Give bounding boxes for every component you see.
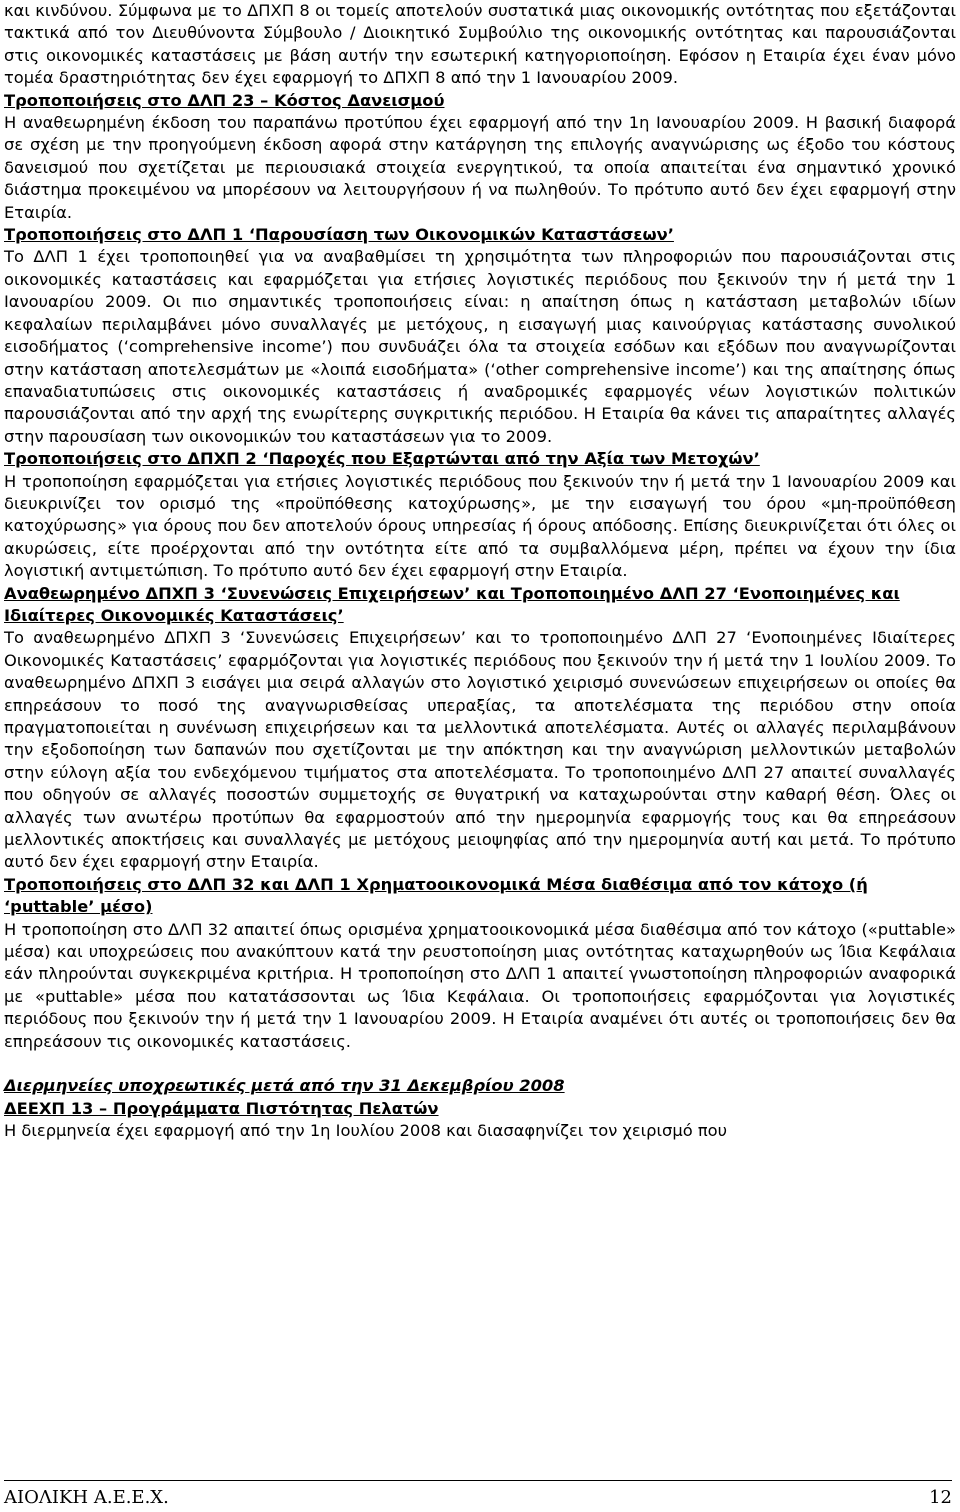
section-heading: Τροποποιήσεις στο ΔΛΠ 32 και ΔΛΠ 1 Χρηματοοικονομικά Μέσα διαθέσιμα από τον κάτοχο (ή ‘puttable’ μέσο) bbox=[4, 874, 868, 917]
spacer bbox=[4, 1053, 956, 1075]
paragraph: Η τροποποίηση στο ΔΛΠ 32 απαιτεί όπως ορισμένα χρηματοοικονομικά μέσα διαθέσιμα από τον κάτοχο («puttable» μέσα) και υποχρεώσεις που ανακύπτουν κατά την ρευστοποίηση μιας οντότητας καταχωρηθούν ως Ίδια Κεφάλαια εάν πληρούνται συγκεκριμένα κριτήρια. Η τροποποίηση στο ΔΛΠ 1 απαιτεί γνωστοποίηση πληροφοριών αναφορικά με «puttable» μέσα που κατατάσσονται ως Ίδια Κεφάλαια. Οι τροποποιήσεις εφαρμόζονται για λογιστικές περιόδους που ξεκινούν την ή μετά την 1 Ιανουαρίου 2009. Η Εταιρία αναμένει ότι αυτές οι τροποποιήσεις δεν θα επηρεάσουν τις οικονομικές καταστάσεις. bbox=[4, 919, 956, 1051]
section-heading: Τροποποιήσεις στο ΔΛΠ 1 ‘Παρουσίαση των Οικονομικών Καταστάσεων’ bbox=[4, 225, 674, 245]
paragraph: και κινδύνου. Σύμφωνα με το ΔΠΧΠ 8 οι τομείς αποτελούν συστατικά μιας οικονομικής οντότητας που εξετάζονται τακτικά από τον Διευθύνοντα Σύμβουλο / Διοικητικό Συμβούλιο της οικονομικής οντότητας και παρουσιάζονται στις οικονομικές καταστάσεις με βάση αυτήν την εσωτερική κατηγοριοποίηση. Εφόσον η Εταιρία έχει έναν μόνο τομέα δραστηριότητας δεν έχει εφαρμογή το ΔΠΧΠ 8 από την 1 Ιανουαρίου 2009. bbox=[4, 1, 956, 88]
paragraph: Το ΔΛΠ 1 έχει τροποποιηθεί για να αναβαθμίσει τη χρησιμότητα των πληροφοριών που παρουσιάζονται στις οικονομικές καταστάσεις και εφαρμόζεται για ετήσιες λογιστικές περιόδους που ξεκινούν την ή μετά την 1 Ιανουαρίου 2009. Οι πιο σημαντικές τροποποιήσεις είναι: η απαίτηση όπως η κατάσταση μεταβολών ιδίων κεφαλαίων περιλαμβάνει μόνο συναλλαγές με μετόχους, η εισαγωγή μιας καινούργιας κατάστασης συνολικού εισοδήματος (‘comprehensive income’) που συνδυάζει όλα τα στοιχεία εσόδων και εξόδων που αναγνωρίζονται στην κατάσταση αποτελεσμάτων με «λοιπά εισοδήματα» (‘other comprehensive income’) και της απαίτησης όπως επαναδιατυπώσεις στις οικονομικές καταστάσεις ή αναδρομικές εφαρμογές νέων λογιστικών πολιτικών παρουσιάζονται από την αρχή της ενωρίτερης συγκριτικής περιόδου. Η Εταιρία θα κάνει τις απαραίτητες αλλαγές στην παρουσίαση των οικονομικών του καταστάσεων για το 2009. bbox=[4, 247, 956, 446]
page-number: 12 bbox=[929, 1487, 952, 1508]
footer-company: ΑΙΟΛΙΚΗ Α.Ε.Ε.Χ. bbox=[4, 1487, 169, 1508]
paragraph: Η τροποποίηση εφαρμόζεται για ετήσιες λογιστικές περιόδους που ξεκινούν την ή μετά την 1 Ιανουαρίου 2009 και διευκρινίζει τον ορισμό της «προϋπόθεσης κατοχύρωσης», με την εισαγωγή του όρου «μη-προϋπόθεση κατοχύρωσης» για όρους που δεν αποτελούν όρους υπηρεσίας ή όρους απόδοσης. Επίσης διευκρινίζεται ότι όλες οι ακυρώσεις, είτε προέρχονται από την οντότητα είτε από τα συμβαλλόμενα μέρη, πρέπει να έχουν την ίδια λογιστική αντιμετώπιση. Το πρότυπο αυτό δεν έχει εφαρμογή στην Εταιρία. bbox=[4, 471, 956, 581]
section-heading: Αναθεωρημένο ΔΠΧΠ 3 ‘Συνενώσεις Επιχειρήσεων’ και Τροποποιημένο ΔΛΠ 27 ‘Ενοποιημένες και Ιδιαίτερες Οικονομικές Καταστάσεις’ bbox=[4, 583, 900, 625]
paragraph: Η διερμηνεία έχει εφαρμογή από την 1η Ιουλίου 2008 και διασαφηνίζει τον χειρισμό που bbox=[4, 1120, 728, 1140]
paragraph: Η αναθεωρημένη έκδοση του παραπάνω προτύπου έχει εφαρμογή από την 1η Ιανουαρίου 2009. Η βασική διαφορά σε σχέση με την προηγούμενη έκδοση αφορά στην κατάργηση της επιλογής αναγνώρισης ως έξοδο του κόστους δανεισμού που σχετίζεται με περιουσιακά στοιχεία ενεργητικού, τα οποία απαιτείται ένα σημαντικό χρονικό διάστημα προκειμένου να μπορέσουν να λειτουργήσουν ή να πωληθούν. Το πρότυπο αυτό δεν έχει εφαρμογή στην Εταιρία. bbox=[4, 113, 956, 222]
section-heading: Τροποποιήσεις στο ΔΛΠ 23 – Κόστος Δανεισμού bbox=[4, 90, 445, 110]
section-heading: Διερμηνείες υποχρεωτικές μετά από την 31 Δεκεμβρίου 2008 bbox=[4, 1076, 565, 1096]
document-body bbox=[4, 0, 956, 1142]
paragraph: Το αναθεωρημένο ΔΠΧΠ 3 ‘Συνενώσεις Επιχειρήσεων’ και το τροποποιημένο ΔΛΠ 27 ‘Ενοποιημένες Ιδιαίτερες Οικονομικές Καταστάσεις’ εφαρμόζονται για λογιστικές περιόδους που ξεκινούν την ή μετά την 1 Ιουλίου 2009. Το αναθεωρημένο ΔΠΧΠ 3 εισάγει μια σειρά αλλαγών στο λογιστικό χειρισμό συνενώσεων επιχειρήσεων οι οποίες θα επηρεάσουν το ποσό της αναγνωρισθείσας υπεραξίας, τα αποτελέσματα της περιόδου στην οποία πραγματοποιείται η συνένωση επιχειρήσεων και τα μελλοντικά αποτελέσματα. Αυτές οι αλλαγές περιλαμβάνουν την εξοδοποίηση των δαπανών που σχετίζονται με την απόκτηση και την αναγνώριση μελλοντικών μεταβολών στην εύλογη αξία του ενδεχόμενου τιμήματος στα αποτελέσματα. Το τροποποιημένο ΔΛΠ 27 απαιτεί συναλλαγές που οδηγούν σε αλλαγές ποσοστών συμμετοχής σε θυγατρική να καταχωρούνται στην καθαρή θέση. Όλες οι αλλαγές των ανωτέρω προτύπων θα εφαρμοστούν από την ημερομηνία εφαρμογής τους και θα επηρεάσουν μελλοντικές αποκτήσεις και συναλλαγές με μετόχους μειοψηφίας από την ημερομηνία αυτή και μετά. Το πρότυπο αυτό δεν έχει εφαρμογή στην Εταιρία. bbox=[4, 628, 956, 872]
section-heading: ΔΕΕΧΠ 13 – Προγράμματα Πιστότητας Πελατών bbox=[4, 1098, 439, 1118]
page-footer bbox=[4, 1480, 952, 1509]
section-heading: Τροποποιήσεις στο ΔΠΧΠ 2 ‘Παροχές που Εξαρτώνται από την Αξία των Μετοχών’ bbox=[4, 449, 760, 469]
